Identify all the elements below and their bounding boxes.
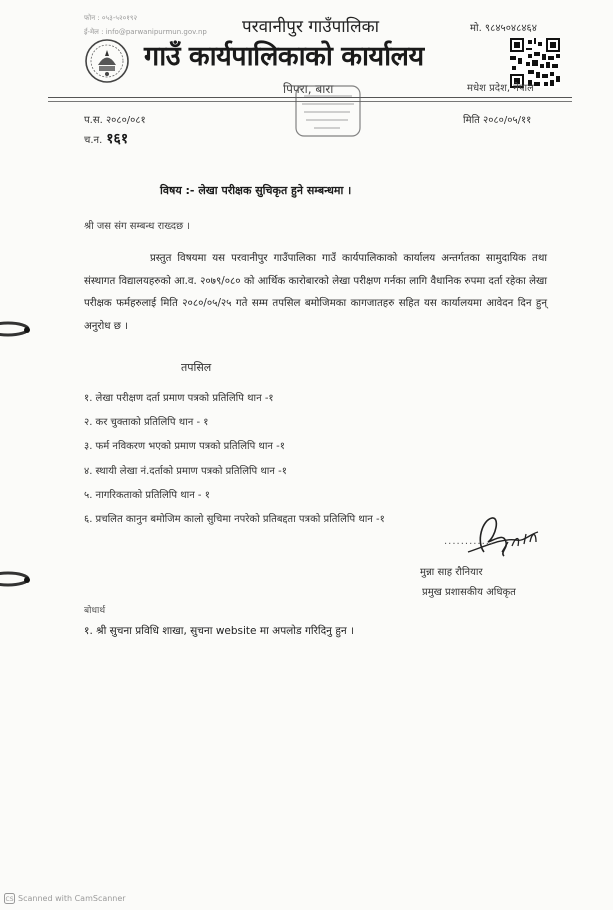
letter-date: मिति २०८०/०५/११ [463, 115, 532, 126]
schedule-heading: तपसिल [181, 361, 212, 374]
camscanner-logo-icon [4, 893, 15, 904]
office-province: मधेश प्रदेश, नेपाल [467, 83, 534, 94]
svg-text:CS: CS [5, 896, 14, 903]
office-address: पिपरा, बारा [283, 82, 334, 96]
scanner-watermark-text: Scanned with CamScanner [18, 894, 126, 903]
signature-line: ............ [444, 536, 495, 547]
dispatch-number-value: १६१ [106, 131, 129, 147]
list-item: ६. प्रचलित कानुन बमोजिम कालो सुचिमा नपरेको प्रतिबद्दता पत्रको प्रतिलिपि थान -१ [84, 513, 385, 525]
list-item: २. कर चुक्ताको प्रतिलिपि थान - १ [84, 417, 209, 429]
dispatch-number-label: च.न. [84, 135, 103, 146]
scanner-watermark [4, 893, 126, 904]
required-documents-list [84, 391, 385, 536]
signer-name: मुन्ना साह रौनियार [420, 567, 483, 578]
office-title: गाउँ कार्यपालिकाको कार्यालय [144, 41, 424, 72]
salutation: श्री जस संग सम्बन्ध राख्दछ । [84, 221, 191, 232]
municipality-name: परवानीपुर गाउँपालिका [242, 17, 380, 37]
cc-label: बोधार्थ [84, 606, 106, 616]
binder-ring-bottom [0, 570, 30, 588]
list-item: ५. नागरिकताको प्रतिलिपि थान - १ [84, 489, 210, 501]
dispatch-number-line [84, 129, 128, 148]
faint-header-line-2: ई-मेल : info@parwanipurmun.gov.np [84, 28, 207, 36]
letter-subject: विषय :- लेखा परीक्षक सुचिकृत हुने सम्बन्धमा । [160, 184, 352, 197]
office-seal-stamp [294, 84, 362, 138]
reference-number: प.स. २०८०/०८१ [84, 115, 146, 126]
list-item: ३. फर्म नविकरण भएको प्रमाण पत्रको प्रतिलिपि थान -१ [84, 441, 285, 453]
cc-item: १. श्री सुचना प्रविधि शाखा, सुचना website मा अपलोड गरिदिनु हुन । [84, 625, 355, 637]
phone-number: मो. ९८४५०४८४६४ [470, 23, 537, 34]
signer-title: प्रमुख प्रशासकीय अधिकृत [422, 587, 516, 598]
faint-header-line-1: फोन : ०५३-५२०१९२ [84, 14, 138, 22]
list-item: १. लेखा परीक्षण दर्ता प्रमाण पत्रको प्रतिलिपि थान -१ [84, 393, 274, 404]
list-item: ४. स्थायी लेखा नं.दर्ताको प्रमाण पत्रको प्रतिलिपि थान -१ [84, 465, 287, 477]
letter-body: प्रस्तुत विषयमा यस परवानीपुर गाउँपालिका गाउँ कार्यपालिकाको कार्यालय अन्तर्गतका सामुदायिक तथा संस्थागत विद्यालयहरुको आ.व. २०७९/०८० को आर्थिक कारोबारको लेखा परीक्षण गर्नका लागि वैधानिक रुपमा दर्ता रहेका लेखा परीक्षक फर्महरुलाई मिति २०८०/०५/२५ गते सम्म तपसिल बमोजिमका कागजातहरु सहित यस कार्यालयमा आवेदन दिन हुन् अनुरोध छ । [84, 253, 547, 332]
nepal-emblem-icon [84, 38, 130, 84]
binder-ring-top [0, 320, 30, 338]
